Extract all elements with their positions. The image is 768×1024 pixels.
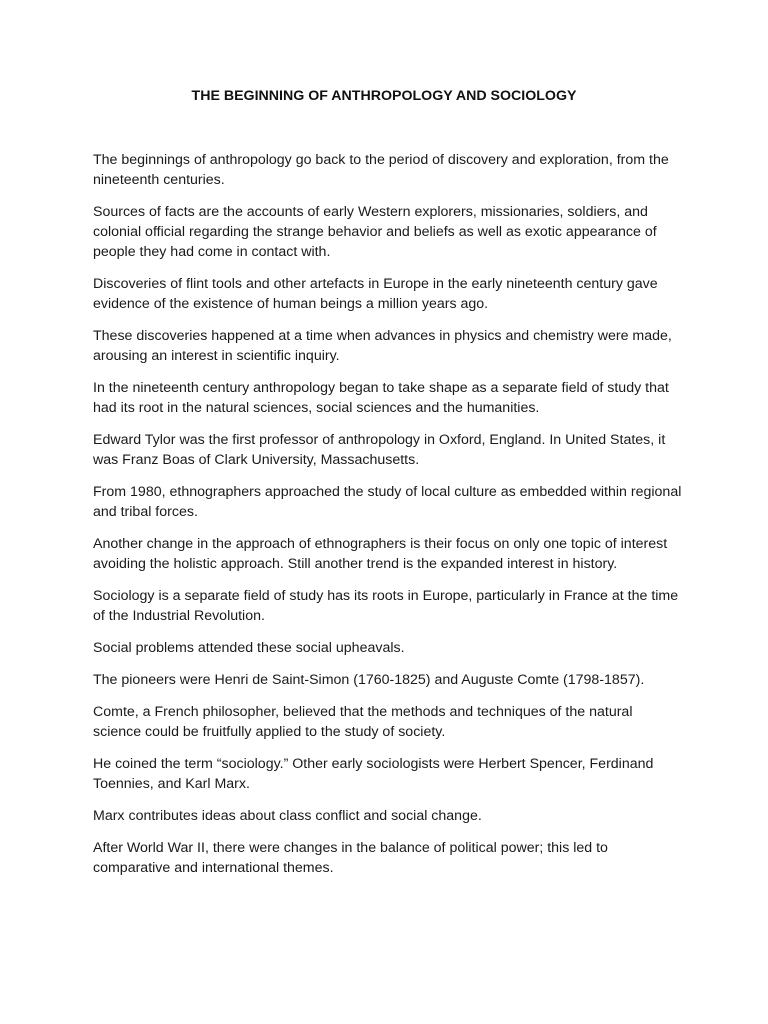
paragraph: Another change in the approach of ethnographers is their focus on only one topic of interest avoiding the holistic approach. Still another trend is the expanded interest in history. <box>93 536 668 572</box>
paragraph: From 1980, ethnographers approached the study of local culture as embedded within regional and tribal forces. <box>93 484 682 520</box>
paragraph: The beginnings of anthropology go back to the period of discovery and exploration, from the nineteenth centuries. <box>93 152 669 188</box>
paragraph: After World War II, there were changes in the balance of political power; this led to comparative and international themes. <box>93 840 608 876</box>
paragraph: These discoveries happened at a time when advances in physics and chemistry were made, arousing an interest in scientific inquiry. <box>93 328 672 364</box>
paragraph: Comte, a French philosopher, believed that the methods and techniques of the natural science could be fruitfully applied to the study of society. <box>93 704 633 740</box>
document-title: THE BEGINNING OF ANTHROPOLOGY AND SOCIOLOGY <box>191 88 577 104</box>
document-body <box>93 150 683 890</box>
paragraph: Edward Tylor was the first professor of anthropology in Oxford, England. In United States, it was Franz Boas of Clark University, Massachusetts. <box>93 432 666 468</box>
paragraph: Social problems attended these social upheavals. <box>93 640 405 656</box>
paragraph: Sociology is a separate field of study has its roots in Europe, particularly in France at the time of the Industrial Revolution. <box>93 588 679 624</box>
paragraph: In the nineteenth century anthropology began to take shape as a separate field of study that had its root in the natural sciences, social sciences and the humanities. <box>93 380 669 416</box>
paragraph: The pioneers were Henri de Saint-Simon (1760-1825) and Auguste Comte (1798-1857). <box>93 672 645 688</box>
paragraph: Sources of facts are the accounts of early Western explorers, missionaries, soldiers, and colonial official regarding the strange behavior and beliefs as well as exotic appearance of people they had come in contact with. <box>93 204 657 260</box>
paragraph: Marx contributes ideas about class conflict and social change. <box>93 808 482 824</box>
paragraph: Discoveries of flint tools and other artefacts in Europe in the early nineteenth century gave evidence of the existence of human beings a million years ago. <box>93 276 658 312</box>
paragraph: He coined the term “sociology.” Other early sociologists were Herbert Spencer, Ferdinand Toennies, and Karl Marx. <box>93 756 654 792</box>
